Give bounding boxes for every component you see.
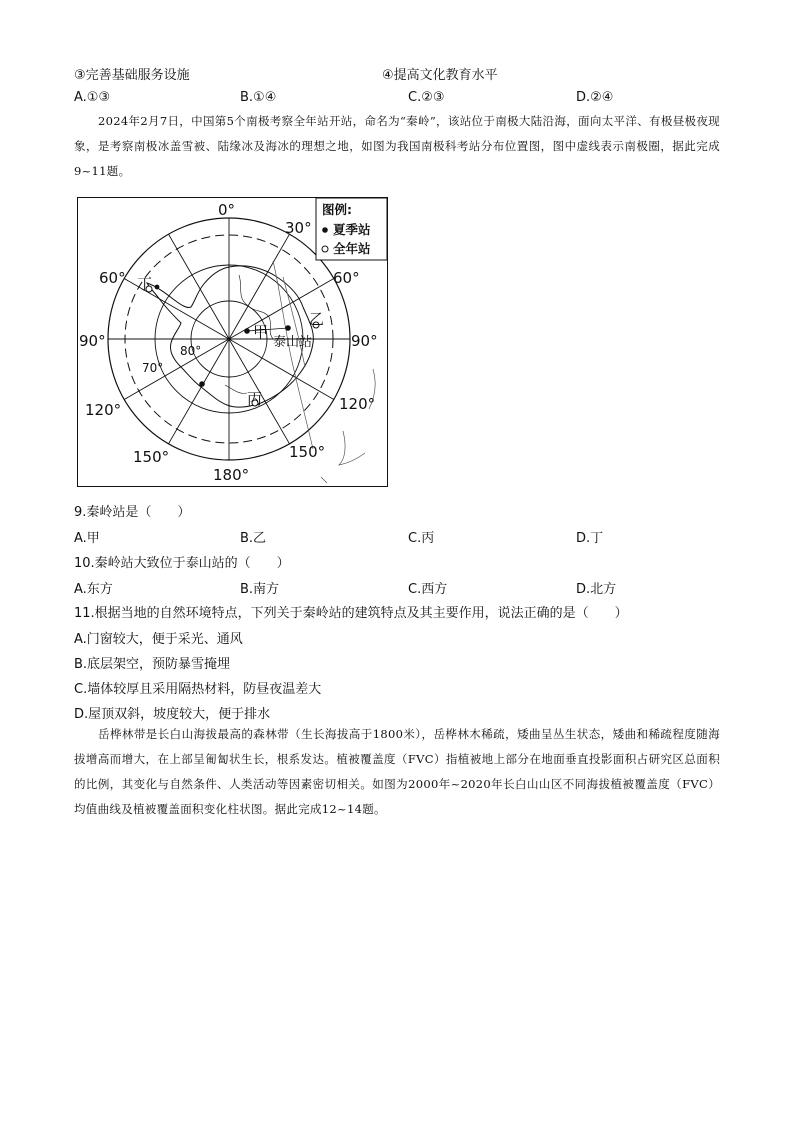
antarctic-station-map <box>77 197 388 487</box>
question-10-stem: 10.秦岭站大致位于泰山站的（ ） <box>74 556 290 571</box>
station-bing-label: 丙 <box>247 390 263 408</box>
legend-summer-marker <box>322 227 328 233</box>
q9-choice-c[interactable]: C.丙 <box>408 531 435 546</box>
q10-choice-c[interactable]: C.西方 <box>408 582 448 597</box>
longitude-90e-label: 90° <box>351 332 378 350</box>
longitude-150w-label: 150° <box>133 448 170 466</box>
choice-a[interactable]: A.①③ <box>74 90 111 105</box>
legend-title: 图例: <box>322 202 352 217</box>
option-item-3: ③完善基础服务设施 <box>74 68 190 83</box>
longitude-120e-label: 120° <box>339 395 376 413</box>
longitude-60e-label: 60° <box>333 269 360 287</box>
station-jia-label: 甲 <box>253 323 269 341</box>
q11-choice-d[interactable]: D.屋顶双斜，坡度较大，便于排水 <box>74 707 271 722</box>
passage-changbai-fvc: 岳桦林带是长白山海拔最高的森林带（生长海拔高于1800米），岳桦林木稀疏，矮曲呈丛生状态，矮曲和稀疏程度随海拔增高而增大，在上部呈匍匐状生长，根系发达。植被覆盖度（FVC）指植被地上部分在地面垂直投影面积占研究区总面积的比例，其变化与自然条件、人类活动等因素密切相关。如图为2000年~2020年长白山山区不同海拔植被覆盖度（FVC）均值曲线及植被覆盖面积变化柱状图。据此完成12~14题。 <box>74 727 720 816</box>
q11-choice-c[interactable]: C.墙体较厚且采用隔热材料，防昼夜温差大 <box>74 682 322 697</box>
legend-year-round-marker <box>322 246 328 252</box>
legend-year-round-label: 全年站 <box>333 241 371 256</box>
q10-choice-b[interactable]: B.南方 <box>240 582 280 597</box>
station-ding-label: 丁 <box>137 275 153 293</box>
station-taishan-label: 泰山站 <box>273 335 313 350</box>
q10-choice-d[interactable]: D.北方 <box>576 582 617 597</box>
longitude-60w-label: 60° <box>99 269 126 287</box>
question-9-stem: 9.秦岭站是（ ） <box>74 505 191 520</box>
q11-choice-a[interactable]: A.门窗较大，便于采光、通风 <box>74 632 243 647</box>
q9-choice-a[interactable]: A.甲 <box>74 531 100 546</box>
longitude-90w-label: 90° <box>79 332 106 350</box>
longitude-120w-label: 120° <box>85 401 122 419</box>
latitude-80-label: 80° <box>180 344 202 358</box>
option-item-4: ④提高文化教育水平 <box>382 68 498 83</box>
longitude-0-label: 0° <box>218 201 236 219</box>
choice-c[interactable]: C.②③ <box>408 90 445 105</box>
legend-summer-label: 夏季站 <box>333 222 371 237</box>
longitude-30-label: 30° <box>285 219 312 237</box>
q10-choice-a[interactable]: A.东方 <box>74 582 113 597</box>
station-yi-label: 乙 <box>309 310 325 328</box>
map-legend <box>316 198 387 260</box>
station-inland-marker <box>199 381 205 387</box>
question-11-stem: 11.根据当地的自然环境特点，下列关于秦岭站的建筑特点及其主要作用，说法正确的是（ ） <box>74 606 628 621</box>
latitude-70-label: 70° <box>142 361 164 375</box>
longitude-180-label: 180° <box>213 466 250 484</box>
q11-choice-b[interactable]: B.底层架空，预防暴雪掩埋 <box>74 657 231 672</box>
longitude-150e-label: 150° <box>289 443 326 461</box>
choice-b[interactable]: B.①④ <box>240 90 277 105</box>
q9-choice-b[interactable]: B.乙 <box>240 531 267 546</box>
passage-qinling: 2024年2月7日，中国第5个南极考察全年站开站，命名为“秦岭”，该站位于南极大陆沿海，面向太平洋、有极昼极夜现象，是考察南极冰盖雪被、陆缘冰及海冰的理想之地，如图为我国南极科考站分布位置图，图中虚线表示南极圈，据此完成9~11题。 <box>74 114 720 178</box>
q9-choice-d[interactable]: D.丁 <box>576 531 604 546</box>
station-ding-summer-marker <box>155 285 160 290</box>
choice-d[interactable]: D.②④ <box>576 90 614 105</box>
